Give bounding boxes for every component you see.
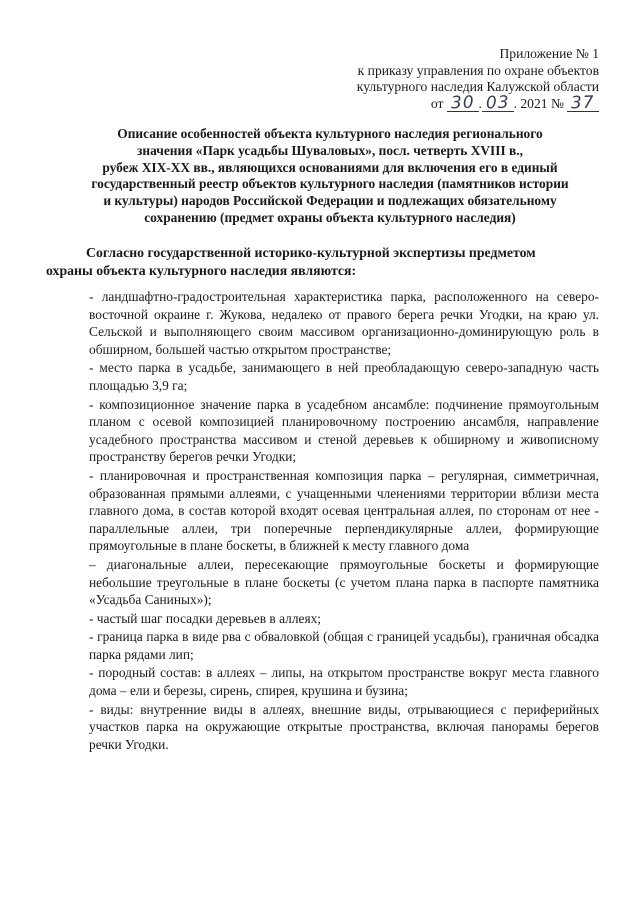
attachment-header xyxy=(357,46,599,112)
title-line: значения «Парк усадьбы Шуваловых», посл. четверть XVIII в., xyxy=(137,142,523,158)
attachment-order-ref: к приказу управления по охране объектов xyxy=(357,62,599,78)
list-item: - композиционное значение парка в усадебном ансамбле: подчинение прямоугольным планом с осевой композицией планировочному построению ансамбля, направление усадебного пространства массивом и стеной деревьев к обширному и живописному пространству берегов речки Угодки; xyxy=(89,396,599,465)
date-day-field xyxy=(447,92,479,114)
date-month-field xyxy=(482,92,514,114)
list-item: - ландшафтно-градостроительная характеристика парка, расположенного на северо-восточной окраине г. Жукова, недалеко от правого берега речки Угодки, на краю ул. Сельской и выполняющего своим массивом организационно-доминирующую роль в обширном, большей частью открытом пространстве; xyxy=(89,289,599,357)
date-prefix: от xyxy=(430,95,444,111)
list-item: - граница парка в виде рва с обваловкой (общая с границей усадьбы), граничная обсадка парка рядами лип; xyxy=(89,629,599,662)
list-item: - виды: внутренние виды в аллеях, внешние виды, отрывающиеся с периферийных участков парка на окружающие открытые пространства, включая панорамы берегов речки Угодки. xyxy=(89,701,599,752)
title-line: Описание особенностей объекта культурного наследия регионального xyxy=(117,126,543,141)
list-item: - частый шаг посадки деревьев в аллеях; xyxy=(89,610,322,626)
list-item: - место парка в усадьбе, занимающего в ней преобладающую северо-западную часть площадью 3,9 га; xyxy=(89,360,599,393)
title-line: и культуры) народов Российской Федерации и подлежащих обязательному xyxy=(103,193,557,209)
intro-line: охраны объекта культурного наследия являются: xyxy=(46,263,357,278)
title-line: государственный реестр объектов культурного наследия (памятников истории xyxy=(91,176,569,192)
list-item: – диагональные аллеи, пересекающие прямоугольные боскеты и формирующие небольшие треугольные в плане боскеты (с учетом плана парка в паспорте памятника «Усадьба Саниных»); xyxy=(89,556,599,608)
attachment-number: Приложение № 1 xyxy=(499,46,599,61)
handwritten-month: 03 xyxy=(485,92,510,114)
handwritten-number: 37 xyxy=(571,92,596,114)
list-item: - планировочная и пространственная композиция парка – регулярная, симметричная, образованная прямыми аллеями, с учащенными членениями территории вблизи места главного дома, в состав которой входят осевая центральная аллея, по сторонам от нее - параллельные аллеи, три поперечные перпендикулярные аллеи, формирующие прямоугольные в плане боскеты, в ближней к месту главного дома xyxy=(89,467,599,554)
number-sign: № xyxy=(550,95,564,111)
order-number-field xyxy=(567,92,599,114)
protection-items xyxy=(89,288,599,753)
list-item: - породный состав: в аллеях – липы, на открытом пространстве вокруг места главного дома – ели и березы, сирень, спирея, крушина и бузина; xyxy=(89,665,599,699)
attachment-date-line: от 30 . 03 . 2021 № 37 xyxy=(357,96,599,113)
intro-line: Согласно государственной историко-культурной экспертизы предметом xyxy=(86,245,536,260)
intro-paragraph xyxy=(46,244,601,280)
title-line: рубеж XIX-XX вв., являющихся основаниями для включения его в единый xyxy=(102,159,558,175)
document-title xyxy=(70,126,590,227)
attachment-authority: культурного наследия Калужской области xyxy=(356,79,599,95)
date-year: 2021 xyxy=(520,95,548,111)
title-line: сохранению (предмет охраны объекта культурного наследия) xyxy=(144,209,516,225)
handwritten-day: 30 xyxy=(450,92,475,114)
